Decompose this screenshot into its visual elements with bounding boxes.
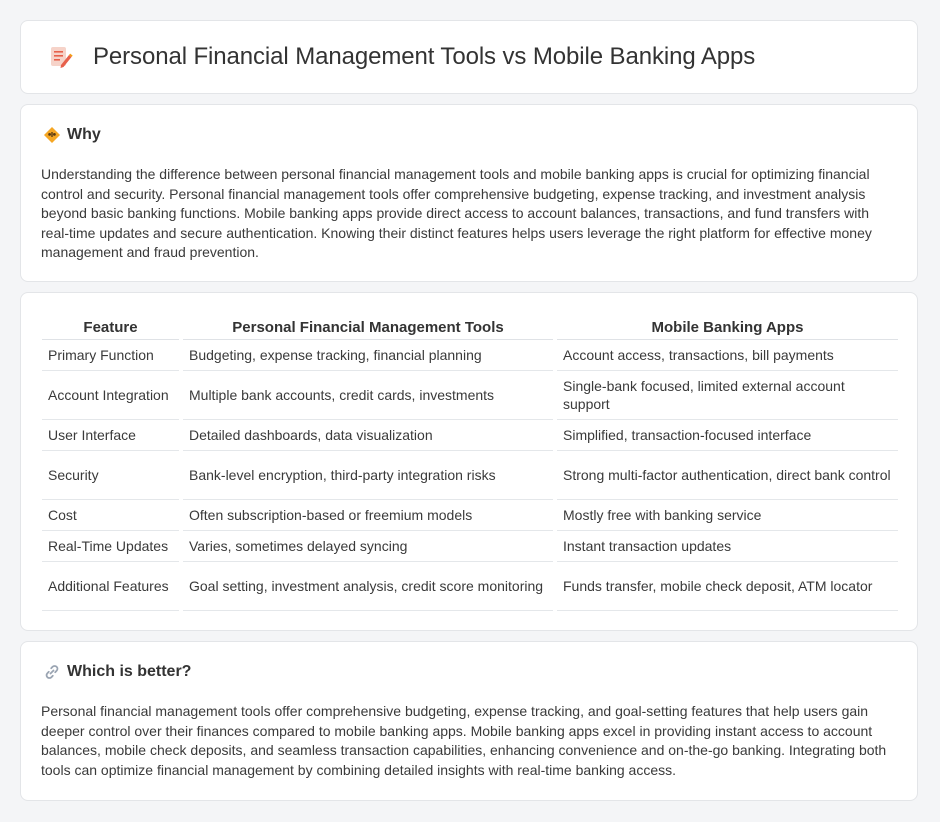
table-row bbox=[42, 420, 898, 451]
mobile-cell: Strong multi-factor authentication, direct bank control bbox=[555, 451, 898, 500]
table-header-row bbox=[42, 317, 898, 340]
mobile-cell: Single-bank focused, limited external account support bbox=[555, 371, 898, 420]
pfm-cell: Often subscription-based or freemium models bbox=[181, 500, 555, 531]
mobile-cell: Mostly free with banking service bbox=[555, 500, 898, 531]
document-pencil-icon bbox=[47, 44, 73, 70]
row-label: Additional Features bbox=[42, 562, 181, 611]
why-body: Understanding the difference between personal financial management tools and mobile banking apps is crucial for optimizing financial control and security. Personal financial management tools offer comprehensive budgeting, expense tracking, and investment analysis beyond basic banking functions. Mobile banking apps provide direct access to account balances, transactions, and fund transfers with real-time updates and secure authentication. Knowing their distinct features helps users leverage the right platform for effective money management and fraud prevention. bbox=[41, 166, 872, 260]
mobile-cell: Account access, transactions, bill payments bbox=[555, 340, 898, 371]
table-row bbox=[42, 500, 898, 531]
table-row bbox=[42, 371, 898, 420]
better-heading: Which is better? bbox=[67, 663, 192, 680]
comparison-table bbox=[42, 317, 898, 611]
row-label: Real-Time Updates bbox=[42, 531, 181, 562]
link-icon bbox=[43, 663, 61, 681]
header-feature: Feature bbox=[42, 317, 181, 340]
pfm-cell: Detailed dashboards, data visualization bbox=[181, 420, 555, 451]
title-card bbox=[20, 20, 918, 94]
pfm-cell: Budgeting, expense tracking, financial planning bbox=[181, 340, 555, 371]
row-label: Account Integration bbox=[42, 371, 181, 420]
better-body: Personal financial management tools offer comprehensive budgeting, expense tracking, and goal-setting features that help users gain deeper control over their finances compared to mobile banking apps. Mobile banking apps excel in providing instant access to account balances, mobile check deposits, and seamless transaction capabilities, enhancing convenience and on-the-go banking. Integrating both tools can optimize financial management by combining detailed insights with real-time banking access. bbox=[41, 703, 887, 778]
warning-diamond-icon bbox=[43, 126, 61, 144]
row-label: User Interface bbox=[42, 420, 181, 451]
mobile-cell: Funds transfer, mobile check deposit, ATM locator bbox=[555, 562, 898, 611]
header-mobile-banking: Mobile Banking Apps bbox=[555, 317, 898, 340]
mobile-cell: Simplified, transaction-focused interface bbox=[555, 420, 898, 451]
pfm-cell: Varies, sometimes delayed syncing bbox=[181, 531, 555, 562]
header-pfm-tools: Personal Financial Management Tools bbox=[181, 317, 555, 340]
table-row bbox=[42, 451, 898, 500]
page-title: Personal Financial Management Tools vs Mobile Banking Apps bbox=[93, 43, 756, 70]
which-is-better-section bbox=[20, 641, 918, 801]
pfm-cell: Bank-level encryption, third-party integration risks bbox=[181, 451, 555, 500]
table-row bbox=[42, 531, 898, 562]
table-row bbox=[42, 340, 898, 371]
mobile-cell: Instant transaction updates bbox=[555, 531, 898, 562]
pfm-cell: Multiple bank accounts, credit cards, investments bbox=[181, 371, 555, 420]
row-label: Security bbox=[42, 451, 181, 500]
row-label: Primary Function bbox=[42, 340, 181, 371]
why-section bbox=[20, 104, 918, 282]
row-label: Cost bbox=[42, 500, 181, 531]
comparison-section bbox=[20, 292, 918, 631]
why-heading: Why bbox=[67, 126, 101, 143]
table-row bbox=[42, 562, 898, 611]
pfm-cell: Goal setting, investment analysis, credit score monitoring bbox=[181, 562, 555, 611]
